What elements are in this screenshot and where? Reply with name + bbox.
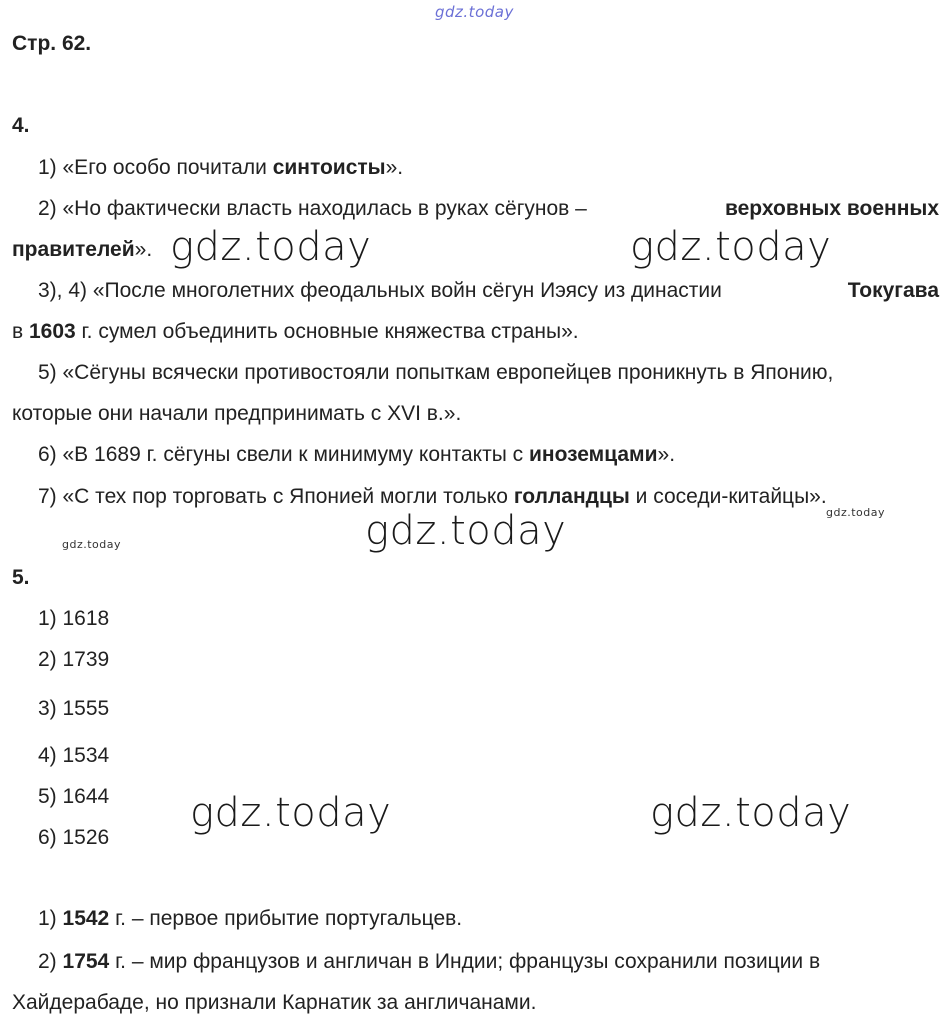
answer-item: 3), 4) «После многолетних феодальных войн сёгун Иэясу из династии Токугава — [38, 279, 939, 302]
answer-item-continuation: в 1603 г. сумел объединить основные княжества страны». — [12, 320, 579, 343]
list-item: 5) 1644 — [38, 785, 110, 808]
event-item: 2) 1754 г. – мир французов и англичан в Индии; французы сохранили позиции в — [38, 950, 821, 973]
answer-item: 2) «Но фактически власть находилась в руках сёгунов – верховных военных — [38, 197, 939, 220]
page-label: Стр. 62. — [12, 32, 92, 55]
list-item: 1) 1618 — [38, 607, 110, 630]
list-item: 2) 1739 — [38, 648, 110, 671]
answer-item-continuation: которые они начали предпринимать с XVI в.». — [12, 402, 462, 425]
answer-item-continuation: правителей». — [12, 238, 153, 261]
watermark: gdz.today — [630, 224, 832, 270]
answer-item: 1) «Его особо почитали синтоисты». — [38, 156, 404, 179]
list-item: 4) 1534 — [38, 744, 110, 767]
task-4-heading: 4. — [12, 114, 30, 137]
watermark: gdz.today — [190, 790, 392, 836]
answer-item: 6) «В 1689 г. сёгуны свели к минимуму контакты с иноземцами». — [38, 443, 676, 466]
watermark-top: gdz.today — [435, 3, 514, 21]
list-item: 6) 1526 — [38, 826, 110, 849]
watermark: gdz.today — [826, 506, 886, 519]
answer-item: 7) «С тех пор торговать с Японией могли только голландцы и соседи-китайцы». — [38, 485, 827, 508]
event-item-continuation: Хайдерабаде, но признали Карнатик за англичанами. — [12, 991, 537, 1014]
task-5-heading: 5. — [12, 566, 30, 589]
answer-item: 5) «Сёгуны всячески противостояли попыткам европейцев проникнуть в Японию, — [38, 361, 834, 384]
watermark: gdz.today — [650, 790, 852, 836]
watermark: gdz.today — [62, 538, 122, 551]
event-item: 1) 1542 г. – первое прибытие португальцев. — [38, 907, 463, 930]
watermark: gdz.today — [170, 224, 372, 270]
list-item: 3) 1555 — [38, 697, 110, 720]
watermark: gdz.today — [365, 508, 567, 554]
